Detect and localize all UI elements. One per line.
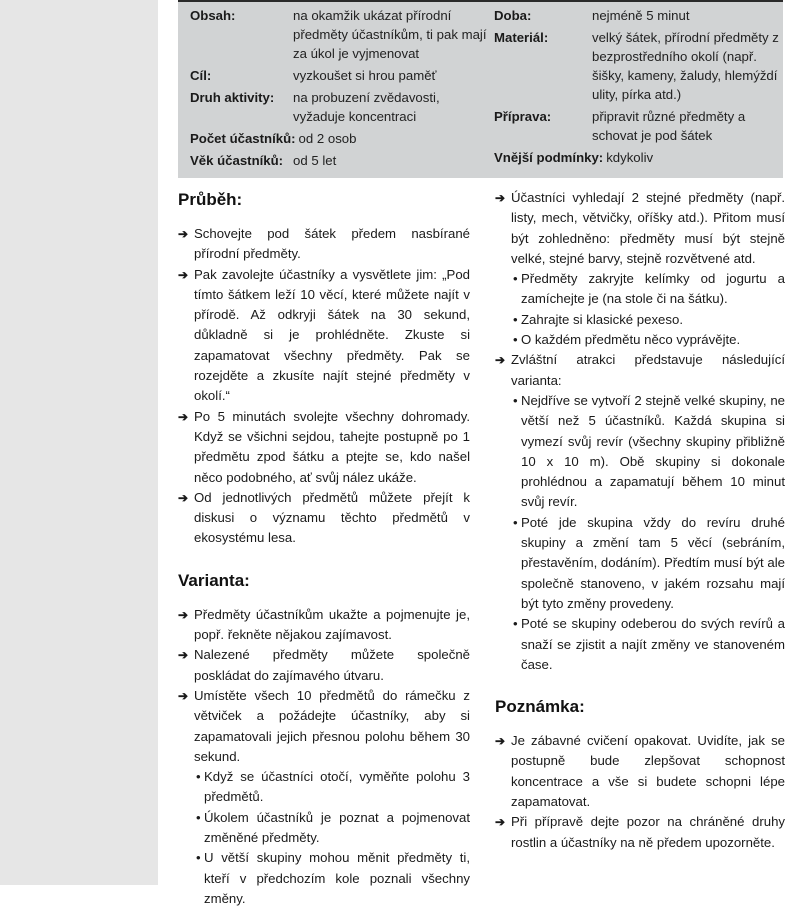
sub-list-item (495, 269, 785, 310)
info-row-vnejsi-podminky (494, 148, 779, 167)
sub-item-text: U větší skupiny mohou měnit předměty ti, kteří v předchozím kole poznali všechny změny. (204, 850, 470, 906)
list-item (178, 488, 470, 549)
page-margin (0, 0, 158, 885)
bullet-icon: • (196, 769, 201, 785)
info-row-doba (494, 6, 779, 25)
list-item-text: Od jednotlivých předmětů můžete přejít k diskusi o významu těchto předmětů v ekosystému lesa. (194, 489, 470, 546)
arrow-icon: ➔ (178, 267, 189, 282)
special-variant-list (495, 350, 785, 391)
arrow-icon: ➔ (495, 815, 506, 830)
section-varianta (178, 569, 470, 909)
info-value: od 5 let (293, 153, 337, 168)
list-item-text: Umístěte všech 10 předmětů do rámečku z větviček a požádejte účastníky, aby si zapamatovali jejich přesnou polohu během 30 sekund. (194, 687, 470, 764)
info-label: Příprava: (494, 109, 552, 124)
sub-item-text: Nejdříve se vytvoří 2 stejně velké skupiny, ne větší než 5 účastníků. Každá skupina si vymezí svůj revír (všechny skupiny přibližně 10 x 10 m). Obě skupiny si dokonale prohlédnou a zapamatují během 10 minut svůj revír. (521, 392, 785, 510)
info-label: Doba: (494, 8, 532, 23)
sub-list (495, 269, 785, 350)
arrow-icon: ➔ (178, 648, 189, 663)
list-item (495, 731, 785, 812)
info-row-material (494, 28, 779, 104)
list-item (178, 605, 470, 646)
list-item (495, 812, 785, 853)
list-item-text: Při přípravě dejte pozor na chráněné druhy rostlin a účastníky na ně předem upozorněte. (511, 814, 785, 850)
arrow-icon: ➔ (178, 409, 189, 424)
list-item-text: Pak zavolejte účastníky a vysvětlete jim: „Pod tímto šátkem leží 10 věcí, které můžete najít v přírodě. Až odkryji šátek na 30 sekund, důkladně si je prohlédněte. Zkuste si zapamatovat všechny předměty. Pak se rozejděte a zkusíte najít stejné předměty v okolí.“ (194, 266, 470, 404)
list-item (178, 224, 470, 265)
activity-info-box (178, 0, 783, 178)
arrow-icon: ➔ (495, 191, 506, 205)
info-row-vek-ucastniku (190, 151, 490, 170)
section-heading: Poznámka: (495, 697, 585, 717)
note-list (495, 731, 785, 853)
bullet-icon: • (196, 850, 201, 866)
sub-item-text: Poté se skupiny odeberou do svých revírů a snaží se zjistit a najít změny ve stanoveném čase. (521, 616, 785, 672)
sub-item-text: Poté jde skupina vždy do revíru druhé skupiny a změní tam 5 věcí (sebráním, přestavěním, dodáním). Předtím musí být ale společně stanoveno, v jakém rozsahu mají být tyto změny provedeny. (521, 514, 785, 611)
list-item (178, 265, 470, 407)
info-row-druh-aktivity (190, 88, 490, 126)
bullet-icon: • (513, 271, 518, 287)
info-row-priprava (494, 107, 779, 145)
sub-list-item (495, 310, 785, 330)
info-label: Cíl: (190, 68, 212, 83)
arrow-icon: ➔ (495, 353, 506, 368)
sub-list-item (495, 614, 785, 675)
arrow-icon: ➔ (495, 734, 506, 749)
sub-list-item (495, 391, 785, 513)
sub-item-text: Když se účastníci otočí, vyměňte polohu 3 předmětů. (204, 769, 470, 805)
sub-list-item (178, 848, 470, 909)
info-value: kdykoliv (606, 150, 654, 165)
section-heading: Varianta: (178, 570, 250, 590)
info-value: připravit různé předměty a schovat je pod šátek (592, 109, 746, 143)
info-label: Obsah: (190, 8, 236, 23)
info-label: Druh aktivity: (190, 90, 275, 105)
list-item (495, 188, 785, 269)
list-item (495, 350, 785, 391)
list-item (178, 645, 470, 686)
list-item-text: Zvláštní atrakci představuje následující varianta: (511, 352, 785, 388)
sub-list-item (178, 767, 470, 808)
info-value: na probuzení zvědavosti, vyžaduje koncentraci (293, 90, 440, 124)
list-item-text: Je zábavné cvičení opakovat. Uvidíte, jak se postupně bude zlepšovat schopnost koncentrace a vše si budete schopni lépe zapamatovat. (511, 733, 785, 810)
info-value: od 2 osob (298, 131, 357, 146)
info-value: vyzkoušet si hrou paměť (293, 68, 437, 83)
bullet-icon: • (513, 311, 518, 327)
info-value: na okamžik ukázat přírodní předměty účastníkům, ti pak mají za úkol je vyjmenovat (293, 8, 487, 61)
sub-list (495, 391, 785, 675)
arrow-icon: ➔ (178, 607, 189, 622)
info-column-right (494, 6, 779, 170)
variant-continued-list (495, 188, 785, 269)
list-item-text: Účastníci vyhledají 2 stejné předměty (např. listy, mech, větvičky, oříšky atd.). Přitom musí být zohledněno: předměty musí být stejně velké, stejné barvy, stejně rozvětvené atd. (511, 190, 785, 266)
info-column-left (190, 6, 490, 173)
info-label: Počet účastníků: (190, 131, 296, 146)
info-value: nejméně 5 minut (592, 8, 690, 23)
variant-sub-list (178, 767, 470, 909)
section-prubeh (178, 188, 470, 549)
section-poznamka (495, 695, 785, 853)
sub-list-item (495, 330, 785, 350)
info-label: Vnější podmínky: (494, 150, 604, 165)
text-column-right (495, 188, 785, 853)
arrow-icon: ➔ (178, 688, 189, 703)
info-label: Věk účastníků: (190, 153, 284, 168)
sub-item-text: O každém předmětu něco vyprávějte. (521, 332, 741, 348)
arrow-icon: ➔ (178, 490, 189, 505)
bullet-icon: • (513, 332, 518, 348)
list-item-text: Nalezené předměty můžete společně poskládat do zajímavého útvaru. (194, 647, 470, 683)
sub-list-item (178, 808, 470, 849)
text-column-left (178, 188, 470, 909)
bullet-icon: • (196, 809, 201, 825)
sub-item-text: Předměty zakryjte kelímky od jogurtu a zamíchejte je (na stole či na šátku). (521, 271, 785, 307)
sub-list-item (495, 513, 785, 614)
section-heading: Průběh: (178, 190, 243, 209)
list-item (178, 686, 470, 767)
list-item (178, 407, 470, 488)
arrow-icon: ➔ (178, 227, 189, 241)
instruction-list (178, 224, 470, 549)
list-item-text: Schovejte pod šátek předem nasbírané přírodní předměty. (194, 226, 470, 262)
sub-item-text: Zahrajte si klasické pexeso. (521, 311, 683, 327)
variant-list (178, 605, 470, 767)
info-row-cil (190, 66, 490, 85)
bullet-icon: • (513, 514, 518, 530)
info-value: velký šátek, přírodní předměty z bezprostředního okolí (např. šišky, kameny, žaludy, hlemýždí ulity, pírka atd.) (592, 30, 779, 102)
info-row-obsah (190, 6, 490, 63)
info-row-pocet-ucastniku (190, 129, 490, 148)
list-item-text: Po 5 minutách svolejte všechny dohromady. Když se všichni sejdou, tahejte postupně po 1 předmětu zpod šátku a ptejte se, kdo našel něco podobného, ať svůj nález ukáže. (194, 408, 470, 485)
sub-item-text: Úkolem účastníků je poznat a pojmenovat změněné předměty. (204, 809, 470, 846)
info-label: Materiál: (494, 30, 549, 45)
bullet-icon: • (513, 392, 518, 408)
list-item-text: Předměty účastníkům ukažte a pojmenujte je, popř. řekněte nějakou zajímavost. (194, 606, 470, 643)
bullet-icon: • (513, 616, 518, 632)
